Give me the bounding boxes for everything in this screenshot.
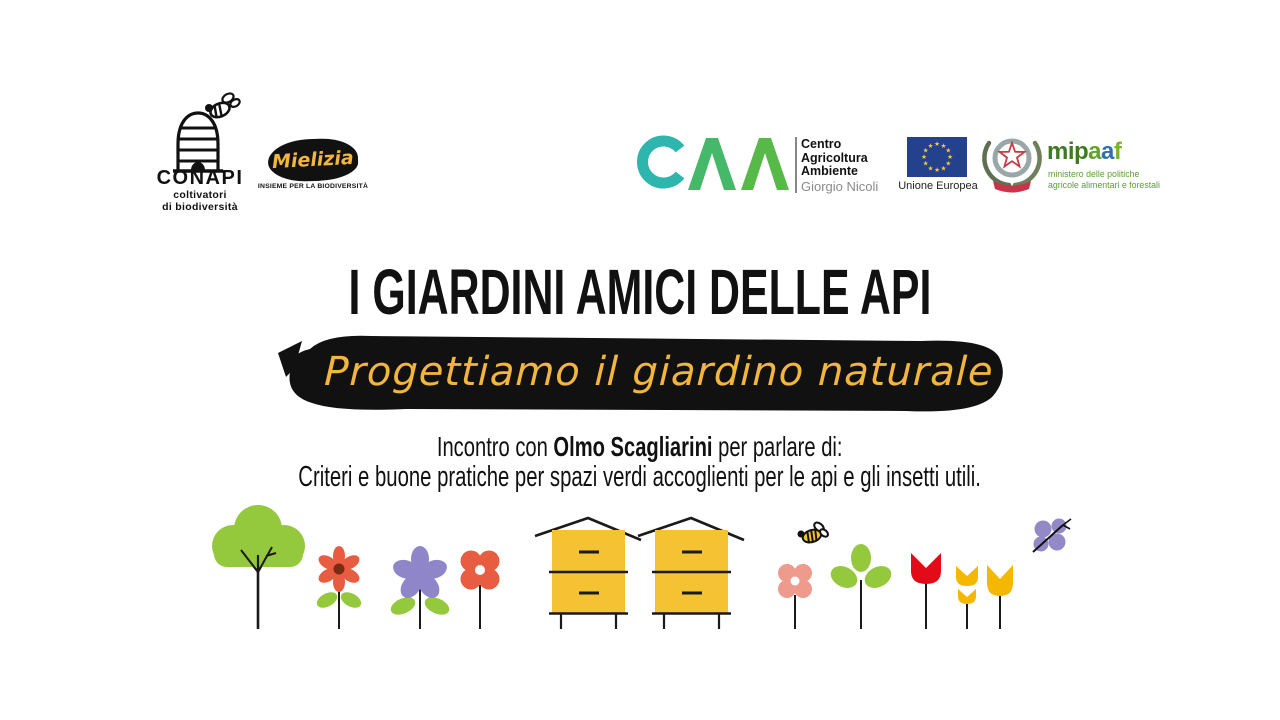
yellow-tulip-icon xyxy=(987,565,1013,629)
svg-text:★: ★ xyxy=(945,159,952,168)
bee-icon xyxy=(798,521,830,545)
mielizia-logo-name: Mielizia xyxy=(271,146,355,174)
mipaaf-letter-f: f xyxy=(1113,138,1122,165)
description-text: Criteri e buone pratiche per spazi verdi accoglienti per le api e gli insetti utili. xyxy=(298,461,982,493)
intro-prefix: Incontro con xyxy=(437,431,554,462)
salmon-flower-icon xyxy=(778,564,812,629)
conapi-tagline-line2: di biodiversità xyxy=(162,201,238,213)
mipaaf-letter-a1: a xyxy=(1088,138,1102,165)
mipaaf-tagline-line2: agricole alimentari e forestali xyxy=(1048,179,1160,190)
mipaaf-letters-mip: mip xyxy=(1047,138,1089,165)
speaker-name: Olmo Scagliarini xyxy=(553,431,713,462)
eu-label: Unione Europea xyxy=(898,180,978,192)
page-title-text: I GIARDINI AMICI DELLE API xyxy=(348,256,932,328)
svg-text:★: ★ xyxy=(922,159,929,168)
red-tulip-icon xyxy=(911,553,941,629)
svg-text:★: ★ xyxy=(947,153,953,162)
caa-line3: Ambiente xyxy=(801,164,858,178)
tree-icon xyxy=(212,505,305,629)
mielizia-tagline: INSIEME PER LA BIODIVERSITÀ xyxy=(257,183,369,190)
clover-icon xyxy=(827,544,895,629)
purple-flower-icon xyxy=(388,546,452,629)
svg-text:★: ★ xyxy=(927,141,934,150)
butterfly-icon xyxy=(1033,519,1071,553)
mipaaf-letter-a2: a xyxy=(1101,138,1114,165)
beehive-icon xyxy=(535,518,641,629)
orange-flower-icon xyxy=(461,551,500,630)
svg-text:★: ★ xyxy=(940,164,947,173)
beehive-icon xyxy=(638,518,744,629)
svg-text:★: ★ xyxy=(922,146,929,155)
caa-line1: Centro xyxy=(801,137,842,151)
banner-script-text: Progettiamo il giardino naturale xyxy=(323,349,995,395)
small-yellow-tulip-icon xyxy=(956,566,978,629)
svg-text:★: ★ xyxy=(927,164,934,173)
svg-text:★: ★ xyxy=(945,146,952,155)
caa-line4: Giorgio Nicoli xyxy=(801,178,879,194)
svg-text:★: ★ xyxy=(934,166,940,175)
intro-suffix: per parlare di: xyxy=(712,431,843,462)
svg-text:★: ★ xyxy=(940,141,947,150)
conapi-logo-name: CONAPI xyxy=(156,167,244,189)
caa-line2: Agricoltura xyxy=(801,150,868,165)
mipaaf-tagline-line1: ministero delle politiche xyxy=(1048,169,1140,179)
red-flower-icon xyxy=(314,546,364,629)
svg-text:★: ★ xyxy=(934,140,940,149)
svg-text:★: ★ xyxy=(921,153,927,162)
conapi-tagline-line1: coltivatori xyxy=(173,189,227,201)
